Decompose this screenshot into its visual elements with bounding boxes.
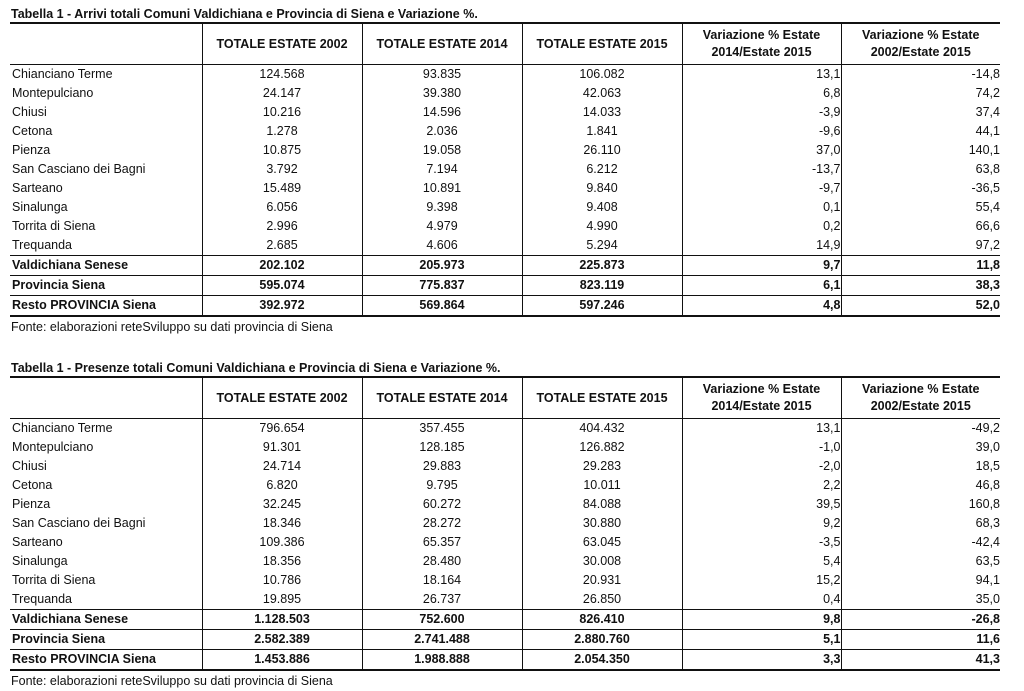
variation-value: 74,2: [975, 86, 1000, 100]
value-cell: 10.216: [202, 103, 362, 122]
table-row: [10, 122, 1000, 141]
variation-cell: [682, 514, 841, 533]
variation-value: 37,0: [816, 143, 841, 157]
value-cell: 1.453.886: [202, 650, 362, 671]
value-cell: 205.973: [362, 256, 522, 276]
value-cell: 14.596: [362, 103, 522, 122]
variation-cell: [841, 476, 1000, 495]
variation-cell: [682, 571, 841, 590]
variation-value: 2,2: [823, 478, 841, 492]
table-row: [10, 141, 1000, 160]
column-header: TOTALE ESTATE 2002: [202, 378, 362, 419]
value-cell: 9.398: [362, 198, 522, 217]
variation-value: 63,5: [975, 554, 1000, 568]
row-label: Resto PROVINCIA Siena: [10, 650, 202, 671]
value-cell: 2.880.760: [522, 630, 682, 650]
variation-cell: [841, 438, 1000, 457]
row-label: San Casciano dei Bagni: [12, 162, 146, 176]
value-cell: 26.850: [522, 590, 682, 610]
variation-value: 52,0: [975, 298, 1000, 312]
variation-cell: [682, 457, 841, 476]
value-cell: 26.737: [362, 590, 522, 610]
variation-value: 37,4: [975, 105, 1000, 119]
value-cell: 597.246: [522, 296, 682, 317]
value-cell: 404.432: [522, 419, 682, 439]
value-cell: 30.880: [522, 514, 682, 533]
variation-value: -36,5: [971, 181, 1000, 195]
row-label: Trequanda: [12, 238, 72, 252]
table-row: [10, 457, 1000, 476]
value-cell: 60.272: [362, 495, 522, 514]
variation-cell: [841, 514, 1000, 533]
column-header: TOTALE ESTATE 2014: [362, 24, 522, 65]
value-cell: 10.786: [202, 571, 362, 590]
variation-value: 41,3: [975, 652, 1000, 666]
table-row: [10, 514, 1000, 533]
variation-value: 55,4: [975, 200, 1000, 214]
value-cell: 10.011: [522, 476, 682, 495]
header-blank: [10, 378, 202, 419]
header-row: [10, 378, 1000, 419]
source-note: Fonte: elaborazioni reteSviluppo su dati provincia di Siena: [11, 320, 333, 334]
variation-cell: [841, 610, 1000, 630]
variation-cell: [841, 103, 1000, 122]
value-cell: 65.357: [362, 533, 522, 552]
header-blank: [10, 24, 202, 65]
value-cell: 595.074: [202, 276, 362, 296]
row-label: Chiusi: [12, 105, 47, 119]
variation-value: -26,8: [971, 612, 1000, 626]
variation-cell: [682, 84, 841, 103]
value-cell: 18.346: [202, 514, 362, 533]
value-cell: 2.741.488: [362, 630, 522, 650]
variation-cell: [682, 217, 841, 236]
variation-value: -13,7: [812, 162, 841, 176]
row-label: Pienza: [12, 497, 51, 511]
variation-value: -9,6: [818, 124, 841, 138]
table-row: [10, 65, 1000, 85]
variation-value: 94,1: [975, 573, 1000, 587]
variation-cell: [682, 276, 841, 296]
value-cell: 26.110: [522, 141, 682, 160]
variation-value: 68,3: [975, 516, 1000, 530]
variation-value: -3,9: [818, 105, 841, 119]
variation-cell: [841, 495, 1000, 514]
variation-value: 9,2: [823, 516, 841, 530]
value-cell: 10.891: [362, 179, 522, 198]
value-cell: 202.102: [202, 256, 362, 276]
row-label: Trequanda: [12, 592, 72, 606]
variation-value: 160,8: [968, 497, 1000, 511]
total-row: [10, 610, 1000, 630]
variation-value: 39,0: [975, 440, 1000, 454]
value-cell: 1.278: [202, 122, 362, 141]
row-label: Valdichiana Senese: [10, 610, 202, 630]
variation-cell: [841, 160, 1000, 179]
value-cell: 24.714: [202, 457, 362, 476]
value-cell: 752.600: [362, 610, 522, 630]
value-cell: 4.990: [522, 217, 682, 236]
variation-cell: [682, 179, 841, 198]
row-label: Torrita di Siena: [12, 219, 96, 233]
variation-cell: [682, 495, 841, 514]
row-label: Pienza: [12, 143, 51, 157]
value-cell: 18.164: [362, 571, 522, 590]
value-cell: 569.864: [362, 296, 522, 317]
variation-value: -9,7: [818, 181, 841, 195]
variation-cell: [682, 65, 841, 85]
value-cell: 32.245: [202, 495, 362, 514]
variation-cell: [682, 533, 841, 552]
variation-value: 13,1: [816, 67, 841, 81]
variation-cell: [841, 84, 1000, 103]
variation-value: 11,8: [976, 258, 1000, 272]
value-cell: 2.996: [202, 217, 362, 236]
value-cell: 29.283: [522, 457, 682, 476]
variation-cell: [682, 630, 841, 650]
value-cell: 4.606: [362, 236, 522, 256]
value-cell: 28.480: [362, 552, 522, 571]
table-row: [10, 198, 1000, 217]
value-cell: 24.147: [202, 84, 362, 103]
value-cell: 63.045: [522, 533, 682, 552]
row-label: Valdichiana Senese: [10, 256, 202, 276]
row-label: Torrita di Siena: [12, 573, 96, 587]
value-cell: 109.386: [202, 533, 362, 552]
table-caption: Tabella 1 - Presenze totali Comuni Valdichiana e Provincia di Siena e Variazione %.: [10, 360, 1000, 378]
variation-value: 9,8: [823, 612, 841, 626]
variation-cell: [841, 571, 1000, 590]
table-row: [10, 571, 1000, 590]
variation-value: 46,8: [975, 478, 1000, 492]
variation-value: 5,1: [823, 632, 841, 646]
variation-cell: [682, 476, 841, 495]
variation-value: 44,1: [975, 124, 1000, 138]
table-arrivi: [10, 24, 1000, 317]
variation-cell: [841, 552, 1000, 571]
variation-value: 9,7: [823, 258, 841, 272]
value-cell: 775.837: [362, 276, 522, 296]
value-cell: 19.895: [202, 590, 362, 610]
variation-value: 140,1: [968, 143, 1000, 157]
value-cell: 20.931: [522, 571, 682, 590]
table-arrivi-section: [10, 6, 1000, 337]
column-header: TOTALE ESTATE 2002: [202, 24, 362, 65]
column-header: TOTALE ESTATE 2015: [522, 24, 682, 65]
variation-value: 6,8: [823, 86, 841, 100]
variation-value: 15,2: [816, 573, 841, 587]
column-header: Variazione % Estate 2002/Estate 2015: [841, 378, 1000, 419]
table-row: [10, 552, 1000, 571]
variation-cell: [682, 198, 841, 217]
row-label: Sarteano: [12, 181, 63, 195]
variation-cell: [841, 198, 1000, 217]
variation-cell: [841, 533, 1000, 552]
value-cell: 126.882: [522, 438, 682, 457]
value-cell: 91.301: [202, 438, 362, 457]
variation-value: -42,4: [971, 535, 1000, 549]
value-cell: 823.119: [522, 276, 682, 296]
value-cell: 392.972: [202, 296, 362, 317]
total-row: [10, 256, 1000, 276]
value-cell: 84.088: [522, 495, 682, 514]
value-cell: 1.128.503: [202, 610, 362, 630]
value-cell: 106.082: [522, 65, 682, 85]
value-cell: 3.792: [202, 160, 362, 179]
header-row: [10, 24, 1000, 65]
variation-cell: [682, 610, 841, 630]
table-row: [10, 419, 1000, 439]
row-label: Chianciano Terme: [12, 67, 113, 81]
variation-value: 14,9: [816, 238, 841, 252]
value-cell: 9.795: [362, 476, 522, 495]
variation-cell: [682, 438, 841, 457]
variation-cell: [682, 552, 841, 571]
variation-value: 63,8: [975, 162, 1000, 176]
value-cell: 19.058: [362, 141, 522, 160]
table-presenze-section: [10, 360, 1000, 691]
value-cell: 15.489: [202, 179, 362, 198]
variation-cell: [682, 256, 841, 276]
value-cell: 10.875: [202, 141, 362, 160]
value-cell: 2.054.350: [522, 650, 682, 671]
variation-cell: [682, 296, 841, 317]
source-note: Fonte: elaborazioni reteSviluppo su dati provincia di Siena: [11, 674, 333, 688]
value-cell: 9.840: [522, 179, 682, 198]
value-cell: 1.841: [522, 122, 682, 141]
value-cell: 796.654: [202, 419, 362, 439]
value-cell: 7.194: [362, 160, 522, 179]
row-label: Chianciano Terme: [12, 421, 113, 435]
column-header: TOTALE ESTATE 2014: [362, 378, 522, 419]
variation-cell: [841, 217, 1000, 236]
table-row: [10, 179, 1000, 198]
variation-cell: [841, 630, 1000, 650]
variation-value: 97,2: [975, 238, 1000, 252]
variation-cell: [682, 419, 841, 439]
value-cell: 28.272: [362, 514, 522, 533]
row-label: Provincia Siena: [10, 630, 202, 650]
table-row: [10, 590, 1000, 610]
variation-value: 66,6: [975, 219, 1000, 233]
variation-value: -14,8: [971, 67, 1000, 81]
column-header: Variazione % Estate 2002/Estate 2015: [841, 24, 1000, 65]
table-row: [10, 103, 1000, 122]
value-cell: 30.008: [522, 552, 682, 571]
value-cell: 6.212: [522, 160, 682, 179]
variation-value: 11,6: [976, 632, 1000, 646]
row-label: Provincia Siena: [10, 276, 202, 296]
value-cell: 2.685: [202, 236, 362, 256]
variation-cell: [841, 590, 1000, 610]
table-row: [10, 533, 1000, 552]
total-row: [10, 276, 1000, 296]
table-row: [10, 476, 1000, 495]
variation-value: 38,3: [975, 278, 1000, 292]
row-label: Chiusi: [12, 459, 47, 473]
value-cell: 18.356: [202, 552, 362, 571]
value-cell: 5.294: [522, 236, 682, 256]
variation-cell: [682, 103, 841, 122]
variation-cell: [682, 590, 841, 610]
value-cell: 14.033: [522, 103, 682, 122]
table-row: [10, 84, 1000, 103]
value-cell: 6.056: [202, 198, 362, 217]
value-cell: 9.408: [522, 198, 682, 217]
value-cell: 128.185: [362, 438, 522, 457]
value-cell: 93.835: [362, 65, 522, 85]
variation-value: 18,5: [975, 459, 1000, 473]
column-header: Variazione % Estate 2014/Estate 2015: [682, 24, 841, 65]
row-label: Sinalunga: [12, 554, 68, 568]
value-cell: 42.063: [522, 84, 682, 103]
value-cell: 4.979: [362, 217, 522, 236]
variation-value: 5,4: [823, 554, 841, 568]
variation-cell: [682, 160, 841, 179]
variation-cell: [841, 179, 1000, 198]
row-label: Resto PROVINCIA Siena: [10, 296, 202, 317]
variation-cell: [841, 457, 1000, 476]
row-label: Montepulciano: [12, 440, 94, 454]
row-label: San Casciano dei Bagni: [12, 516, 146, 530]
variation-cell: [841, 141, 1000, 160]
variation-value: 35,0: [975, 592, 1000, 606]
variation-cell: [841, 65, 1000, 85]
variation-value: 6,1: [823, 278, 841, 292]
variation-cell: [841, 276, 1000, 296]
variation-cell: [682, 650, 841, 671]
column-header: TOTALE ESTATE 2015: [522, 378, 682, 419]
table-caption: Tabella 1 - Arrivi totali Comuni Valdichiana e Provincia di Siena e Variazione %.: [10, 6, 1000, 24]
value-cell: 124.568: [202, 65, 362, 85]
value-cell: 1.988.888: [362, 650, 522, 671]
variation-cell: [841, 296, 1000, 317]
value-cell: 357.455: [362, 419, 522, 439]
table-presenze: [10, 378, 1000, 671]
table-row: [10, 495, 1000, 514]
row-label: Montepulciano: [12, 86, 94, 100]
variation-value: 4,8: [823, 298, 841, 312]
variation-cell: [682, 236, 841, 256]
variation-cell: [841, 256, 1000, 276]
value-cell: 2.582.389: [202, 630, 362, 650]
total-row: [10, 630, 1000, 650]
value-cell: 39.380: [362, 84, 522, 103]
table-row: [10, 217, 1000, 236]
value-cell: 826.410: [522, 610, 682, 630]
row-label: Sarteano: [12, 535, 63, 549]
variation-value: 0,4: [823, 592, 841, 606]
value-cell: 6.820: [202, 476, 362, 495]
variation-cell: [841, 122, 1000, 141]
variation-value: 13,1: [816, 421, 841, 435]
variation-value: 3,3: [823, 652, 841, 666]
variation-cell: [841, 650, 1000, 671]
table-row: [10, 160, 1000, 179]
row-label: Cetona: [12, 124, 53, 138]
variation-value: -1,0: [818, 440, 841, 454]
value-cell: 29.883: [362, 457, 522, 476]
table-row: [10, 236, 1000, 256]
total-row: [10, 650, 1000, 671]
value-cell: 2.036: [362, 122, 522, 141]
row-label: Sinalunga: [12, 200, 68, 214]
variation-cell: [841, 236, 1000, 256]
variation-value: 39,5: [816, 497, 841, 511]
total-row: [10, 296, 1000, 317]
row-label: Cetona: [12, 478, 53, 492]
variation-cell: [841, 419, 1000, 439]
variation-value: -49,2: [971, 421, 1000, 435]
variation-value: 0,2: [823, 219, 841, 233]
value-cell: 225.873: [522, 256, 682, 276]
variation-cell: [682, 141, 841, 160]
variation-value: 0,1: [823, 200, 841, 214]
variation-value: -2,0: [818, 459, 841, 473]
variation-cell: [682, 122, 841, 141]
table-row: [10, 438, 1000, 457]
variation-value: -3,5: [818, 535, 841, 549]
column-header: Variazione % Estate 2014/Estate 2015: [682, 378, 841, 419]
